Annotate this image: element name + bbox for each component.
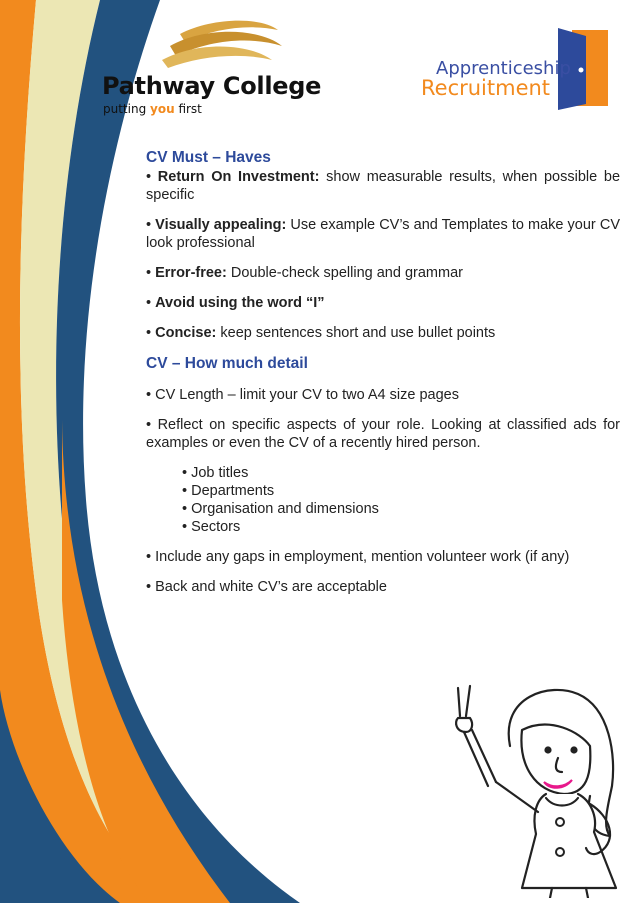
sub-list-item: • Departments [182,483,275,499]
sub-list-item: • Job titles [182,465,249,481]
college-tagline: putting you first [103,102,202,116]
sub-list [146,464,620,536]
list-item: • Visually appealing: Use example CV’s and Templates to make your CV look professional [146,217,620,251]
list-item: • Include any gaps in employment, mention volunteer work (if any) [146,549,570,565]
main-content [146,148,620,608]
sub-list-item: • Organisation and dimensions [182,501,379,517]
must-haves-list [146,168,620,342]
must-haves-heading: CV Must – Haves [146,149,271,166]
detail-heading: CV – How much detail [146,355,308,372]
girl-illustration [440,676,630,898]
list-item: • Reflect on specific aspects of your role. Looking at classified ads for examples or even the CV of a recently hired person. [146,417,620,451]
list-item: • Back and white CV’s are acceptable [146,579,387,595]
sub-list-item: • Sectors [182,519,241,535]
pathway-swoosh-logo [100,16,290,116]
apprenticeship-label: Apprenticeship [436,58,571,79]
list-item: • Avoid using the word “I” [146,295,325,311]
college-name: Pathway College [102,72,322,100]
list-item: • Return On Investment: show measurable results, when possible be specific [146,169,621,203]
recruitment-label: Recruitment [421,76,551,100]
list-item: • CV Length – limit your CV to two A4 size pages [146,387,459,403]
list-item: • Error-free: Double-check spelling and grammar [146,265,463,281]
list-item: • Concise: keep sentences short and use bullet points [146,325,496,341]
